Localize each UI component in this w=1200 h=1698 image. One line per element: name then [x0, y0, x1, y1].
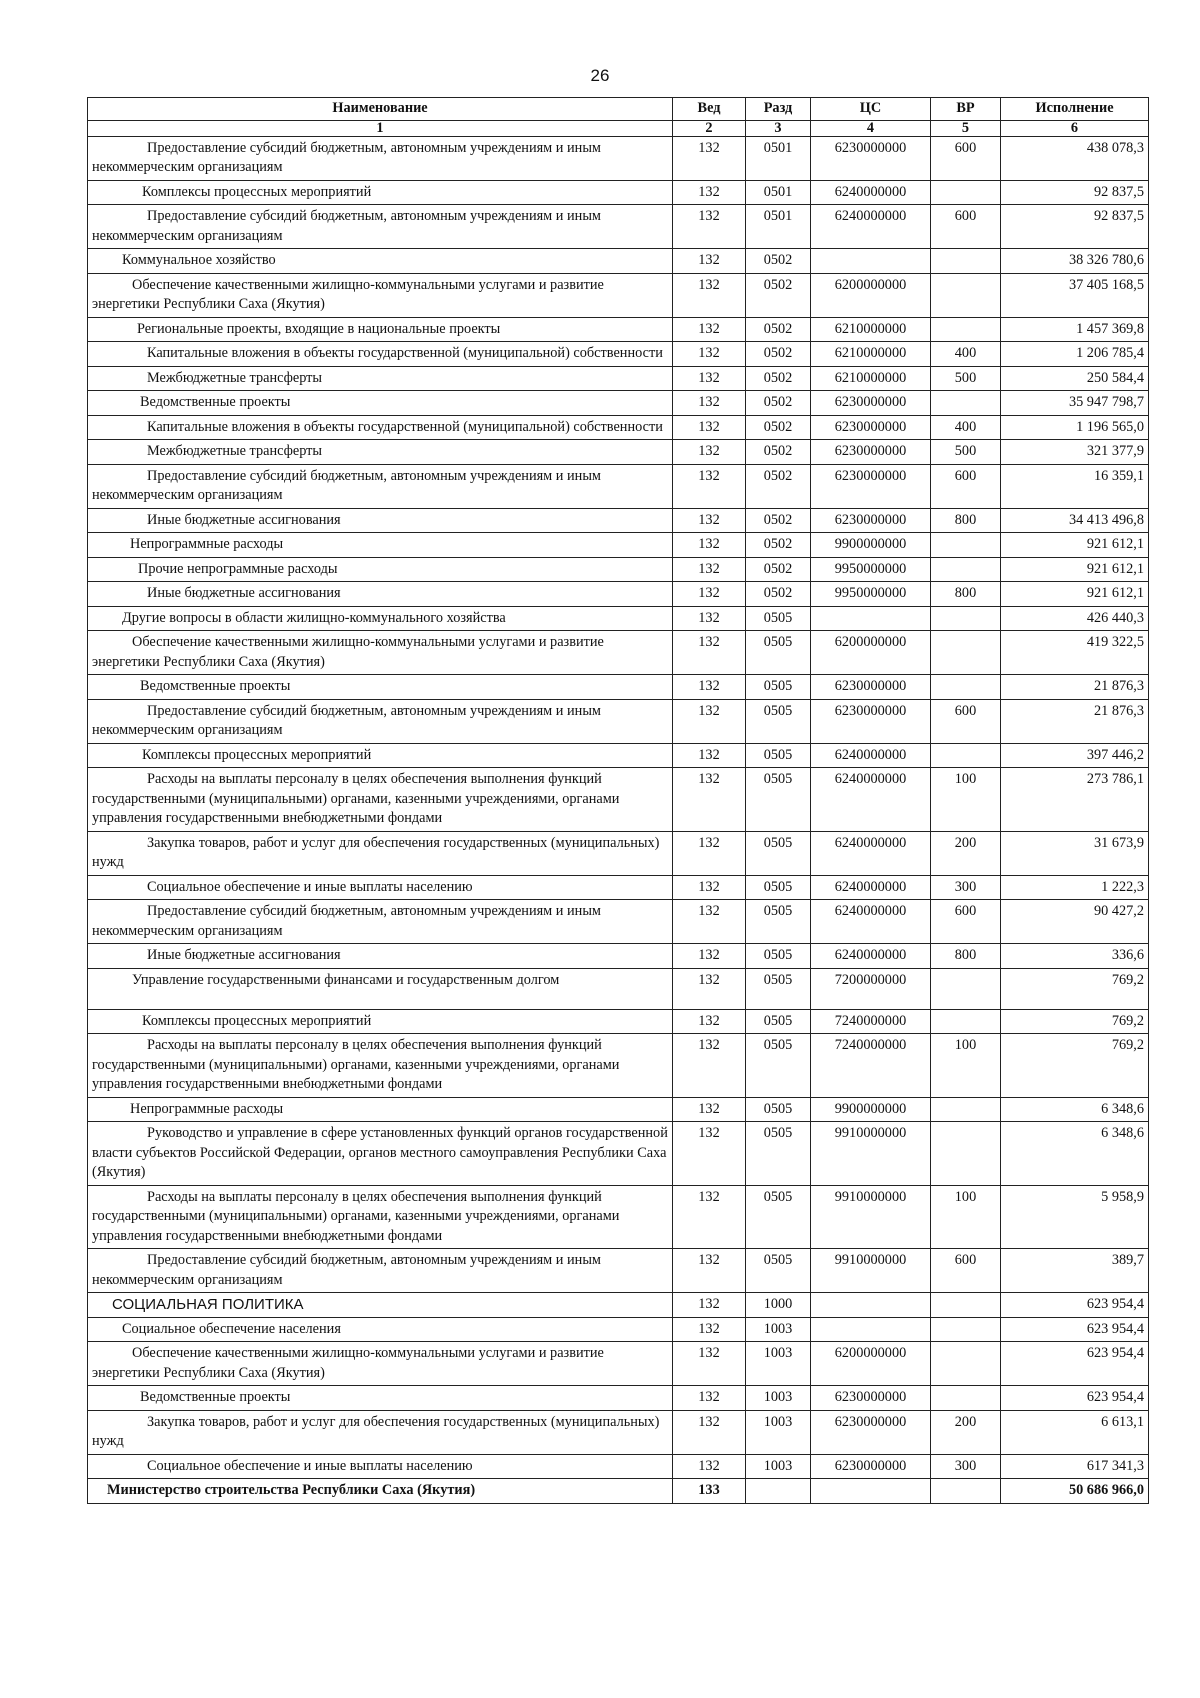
row-razd-cell: 0502	[746, 391, 811, 416]
row-ved-cell: 132	[673, 675, 746, 700]
row-name-cell: Расходы на выплаты персоналу в целях обеспечения выполнения функций государственными (муниципальными) органами, казенными учреждениями, органами управления государственными внебюджетными фондами	[88, 1034, 673, 1098]
row-amount-cell: 397 446,2	[1001, 743, 1149, 768]
column-number: 6	[1001, 120, 1149, 136]
row-amount-cell: 1 457 369,8	[1001, 317, 1149, 342]
row-amount-cell: 21 876,3	[1001, 699, 1149, 743]
row-razd-cell: 1003	[746, 1410, 811, 1454]
row-amount-cell: 426 440,3	[1001, 606, 1149, 631]
row-name-cell: Прочие непрограммные расходы	[88, 557, 673, 582]
row-cs-cell: 6230000000	[811, 464, 931, 508]
row-amount-cell: 623 954,4	[1001, 1293, 1149, 1318]
row-razd-cell: 0502	[746, 366, 811, 391]
row-ved-cell: 132	[673, 743, 746, 768]
table-row	[88, 582, 1149, 607]
row-razd-cell	[746, 1479, 811, 1504]
row-name-cell: Ведомственные проекты	[88, 1386, 673, 1411]
table-row	[88, 366, 1149, 391]
header-execution: Исполнение	[1001, 98, 1149, 121]
row-name-cell: Расходы на выплаты персоналу в целях обеспечения выполнения функций государственными (муниципальными) органами, казенными учреждениями, органами управления государственными внебюджетными фондами	[88, 768, 673, 832]
header-name: Наименование	[88, 98, 673, 121]
row-name-cell: Социальное обеспечение населения	[88, 1317, 673, 1342]
row-name-cell: Коммунальное хозяйство	[88, 249, 673, 274]
row-amount-cell: 623 954,4	[1001, 1342, 1149, 1386]
row-ved-cell: 132	[673, 1185, 746, 1249]
row-amount-cell: 92 837,5	[1001, 205, 1149, 249]
header-vr: ВР	[931, 98, 1001, 121]
row-cs-cell: 6240000000	[811, 180, 931, 205]
row-cs-cell: 9910000000	[811, 1249, 931, 1293]
row-amount-cell: 92 837,5	[1001, 180, 1149, 205]
table-row	[88, 699, 1149, 743]
row-ved-cell: 132	[673, 944, 746, 969]
table-row	[88, 205, 1149, 249]
row-razd-cell: 0505	[746, 606, 811, 631]
row-vr-cell	[931, 1386, 1001, 1411]
row-cs-cell: 6240000000	[811, 831, 931, 875]
row-ved-cell: 132	[673, 415, 746, 440]
row-name-cell: Межбюджетные трансферты	[88, 440, 673, 465]
table-body	[88, 136, 1149, 1503]
row-name-cell: Иные бюджетные ассигнования	[88, 582, 673, 607]
table-row	[88, 136, 1149, 180]
row-ved-cell: 132	[673, 1249, 746, 1293]
row-vr-cell: 600	[931, 136, 1001, 180]
row-name-cell: Капитальные вложения в объекты государственной (муниципальной) собственности	[88, 342, 673, 367]
row-name-cell: Другие вопросы в области жилищно-коммунального хозяйства	[88, 606, 673, 631]
row-amount-cell: 6 613,1	[1001, 1410, 1149, 1454]
row-cs-cell: 6230000000	[811, 1454, 931, 1479]
row-cs-cell	[811, 249, 931, 274]
row-name-cell: Закупка товаров, работ и услуг для обеспечения государственных (муниципальных) нужд	[88, 831, 673, 875]
row-cs-cell: 6240000000	[811, 743, 931, 768]
row-name-cell: Иные бюджетные ассигнования	[88, 508, 673, 533]
table-row	[88, 606, 1149, 631]
table-row	[88, 968, 1149, 1009]
row-vr-cell: 300	[931, 875, 1001, 900]
row-cs-cell: 6210000000	[811, 342, 931, 367]
header-razd: Разд	[746, 98, 811, 121]
table-header-row	[88, 98, 1149, 121]
row-cs-cell	[811, 606, 931, 631]
row-amount-cell: 389,7	[1001, 1249, 1149, 1293]
row-vr-cell: 100	[931, 768, 1001, 832]
table-row	[88, 743, 1149, 768]
table-row	[88, 1386, 1149, 1411]
table-row	[88, 391, 1149, 416]
row-amount-cell: 21 876,3	[1001, 675, 1149, 700]
row-amount-cell: 921 612,1	[1001, 557, 1149, 582]
row-vr-cell	[931, 1097, 1001, 1122]
row-ved-cell: 132	[673, 631, 746, 675]
row-ved-cell: 132	[673, 968, 746, 1009]
row-razd-cell: 0501	[746, 205, 811, 249]
row-vr-cell: 100	[931, 1034, 1001, 1098]
row-razd-cell: 0505	[746, 1097, 811, 1122]
table-row	[88, 464, 1149, 508]
row-vr-cell: 600	[931, 900, 1001, 944]
row-ved-cell: 132	[673, 366, 746, 391]
row-name-cell: Комплексы процессных мероприятий	[88, 743, 673, 768]
row-vr-cell	[931, 249, 1001, 274]
table-row	[88, 273, 1149, 317]
row-vr-cell	[931, 533, 1001, 558]
row-ved-cell: 132	[673, 768, 746, 832]
row-name-cell: Ведомственные проекты	[88, 675, 673, 700]
table-row	[88, 1249, 1149, 1293]
row-name-cell: Социальное обеспечение и иные выплаты населению	[88, 1454, 673, 1479]
row-cs-cell	[811, 1293, 931, 1318]
row-razd-cell: 0505	[746, 699, 811, 743]
table-row	[88, 1097, 1149, 1122]
row-cs-cell: 6230000000	[811, 1386, 931, 1411]
row-cs-cell: 9950000000	[811, 557, 931, 582]
row-cs-cell: 9900000000	[811, 533, 931, 558]
row-cs-cell: 6210000000	[811, 366, 931, 391]
row-ved-cell: 132	[673, 273, 746, 317]
row-name-cell: Комплексы процессных мероприятий	[88, 1009, 673, 1034]
row-razd-cell: 0502	[746, 440, 811, 465]
row-vr-cell: 400	[931, 415, 1001, 440]
row-ved-cell: 132	[673, 1009, 746, 1034]
row-name-cell: Предоставление субсидий бюджетным, автономным учреждениям и иным некоммерческим организациям	[88, 464, 673, 508]
row-ved-cell: 132	[673, 606, 746, 631]
row-ved-cell: 132	[673, 342, 746, 367]
row-razd-cell: 0505	[746, 1009, 811, 1034]
table-row	[88, 1317, 1149, 1342]
row-ved-cell: 132	[673, 440, 746, 465]
row-ved-cell: 132	[673, 1410, 746, 1454]
row-razd-cell: 0505	[746, 1034, 811, 1098]
row-name-cell: Социальное обеспечение и иные выплаты населению	[88, 875, 673, 900]
row-amount-cell: 769,2	[1001, 968, 1149, 1009]
row-amount-cell: 35 947 798,7	[1001, 391, 1149, 416]
row-vr-cell: 800	[931, 944, 1001, 969]
row-amount-cell: 31 673,9	[1001, 831, 1149, 875]
row-amount-cell: 6 348,6	[1001, 1097, 1149, 1122]
row-razd-cell: 1003	[746, 1386, 811, 1411]
row-cs-cell: 6230000000	[811, 415, 931, 440]
table-row	[88, 1185, 1149, 1249]
row-razd-cell: 0501	[746, 180, 811, 205]
row-amount-cell: 1 206 785,4	[1001, 342, 1149, 367]
row-cs-cell: 6240000000	[811, 875, 931, 900]
row-cs-cell: 6200000000	[811, 631, 931, 675]
row-razd-cell: 0505	[746, 1249, 811, 1293]
row-amount-cell: 50 686 966,0	[1001, 1479, 1149, 1504]
row-amount-cell: 37 405 168,5	[1001, 273, 1149, 317]
table-row	[88, 180, 1149, 205]
row-name-cell: Предоставление субсидий бюджетным, автономным учреждениям и иным некоммерческим организациям	[88, 205, 673, 249]
row-amount-cell: 769,2	[1001, 1034, 1149, 1098]
row-cs-cell: 6230000000	[811, 1410, 931, 1454]
row-razd-cell: 0505	[746, 743, 811, 768]
row-cs-cell: 6230000000	[811, 675, 931, 700]
row-vr-cell: 200	[931, 831, 1001, 875]
row-razd-cell: 0502	[746, 273, 811, 317]
table-row	[88, 342, 1149, 367]
header-ved: Вед	[673, 98, 746, 121]
row-razd-cell: 0505	[746, 1185, 811, 1249]
table-row	[88, 831, 1149, 875]
row-razd-cell: 0505	[746, 1122, 811, 1186]
row-amount-cell: 5 958,9	[1001, 1185, 1149, 1249]
row-razd-cell: 1003	[746, 1454, 811, 1479]
column-number: 2	[673, 120, 746, 136]
row-cs-cell	[811, 1479, 931, 1504]
row-amount-cell: 34 413 496,8	[1001, 508, 1149, 533]
row-cs-cell: 6240000000	[811, 205, 931, 249]
table-row	[88, 508, 1149, 533]
row-amount-cell: 419 322,5	[1001, 631, 1149, 675]
row-vr-cell	[931, 1122, 1001, 1186]
row-cs-cell	[811, 1317, 931, 1342]
row-name-cell: Ведомственные проекты	[88, 391, 673, 416]
row-ved-cell: 132	[673, 557, 746, 582]
row-vr-cell	[931, 631, 1001, 675]
row-vr-cell: 800	[931, 582, 1001, 607]
row-vr-cell: 500	[931, 440, 1001, 465]
row-razd-cell: 1003	[746, 1317, 811, 1342]
row-vr-cell	[931, 317, 1001, 342]
row-ved-cell: 132	[673, 136, 746, 180]
table-row	[88, 1454, 1149, 1479]
row-cs-cell: 6230000000	[811, 391, 931, 416]
row-name-cell: Непрограммные расходы	[88, 533, 673, 558]
row-vr-cell	[931, 1479, 1001, 1504]
row-razd-cell: 0505	[746, 768, 811, 832]
row-vr-cell	[931, 675, 1001, 700]
row-razd-cell: 0505	[746, 631, 811, 675]
row-cs-cell: 6230000000	[811, 699, 931, 743]
row-cs-cell: 6230000000	[811, 136, 931, 180]
row-name-cell: Капитальные вложения в объекты государственной (муниципальной) собственности	[88, 415, 673, 440]
row-ved-cell: 132	[673, 1317, 746, 1342]
row-vr-cell	[931, 968, 1001, 1009]
row-cs-cell: 9910000000	[811, 1185, 931, 1249]
table-row	[88, 768, 1149, 832]
table-row	[88, 875, 1149, 900]
row-amount-cell: 921 612,1	[1001, 582, 1149, 607]
row-amount-cell: 90 427,2	[1001, 900, 1149, 944]
row-vr-cell	[931, 606, 1001, 631]
table-row	[88, 944, 1149, 969]
row-ved-cell: 132	[673, 180, 746, 205]
row-vr-cell	[931, 180, 1001, 205]
row-name-cell: Предоставление субсидий бюджетным, автономным учреждениям и иным некоммерческим организациям	[88, 1249, 673, 1293]
row-vr-cell: 400	[931, 342, 1001, 367]
row-razd-cell: 0502	[746, 342, 811, 367]
table-row	[88, 675, 1149, 700]
row-razd-cell: 0505	[746, 968, 811, 1009]
row-cs-cell: 6240000000	[811, 900, 931, 944]
table-row	[88, 1293, 1149, 1318]
row-amount-cell: 623 954,4	[1001, 1317, 1149, 1342]
row-amount-cell: 250 584,4	[1001, 366, 1149, 391]
row-amount-cell: 623 954,4	[1001, 1386, 1149, 1411]
row-amount-cell: 38 326 780,6	[1001, 249, 1149, 274]
row-cs-cell: 9900000000	[811, 1097, 931, 1122]
row-razd-cell: 0502	[746, 582, 811, 607]
budget-execution-table	[87, 97, 1149, 1504]
row-ved-cell: 132	[673, 900, 746, 944]
row-cs-cell: 6230000000	[811, 508, 931, 533]
row-cs-cell: 9910000000	[811, 1122, 931, 1186]
table-row	[88, 415, 1149, 440]
row-ved-cell: 132	[673, 508, 746, 533]
row-ved-cell: 132	[673, 1122, 746, 1186]
row-ved-cell: 132	[673, 1034, 746, 1098]
table-row	[88, 631, 1149, 675]
row-vr-cell	[931, 1293, 1001, 1318]
row-ved-cell: 132	[673, 391, 746, 416]
table-row	[88, 1034, 1149, 1098]
table-row	[88, 440, 1149, 465]
row-cs-cell: 6210000000	[811, 317, 931, 342]
row-name-cell: Обеспечение качественными жилищно-коммунальными услугами и развитие энергетики Республики Саха (Якутия)	[88, 273, 673, 317]
row-ved-cell: 132	[673, 1386, 746, 1411]
row-cs-cell: 6200000000	[811, 1342, 931, 1386]
row-razd-cell: 0505	[746, 875, 811, 900]
row-cs-cell: 6230000000	[811, 440, 931, 465]
row-vr-cell: 800	[931, 508, 1001, 533]
row-vr-cell: 600	[931, 464, 1001, 508]
table-row	[88, 1342, 1149, 1386]
row-amount-cell: 438 078,3	[1001, 136, 1149, 180]
row-amount-cell: 16 359,1	[1001, 464, 1149, 508]
row-razd-cell: 0502	[746, 533, 811, 558]
row-razd-cell: 0505	[746, 900, 811, 944]
row-ved-cell: 132	[673, 831, 746, 875]
row-name-cell: Предоставление субсидий бюджетным, автономным учреждениям и иным некоммерческим организациям	[88, 900, 673, 944]
row-cs-cell: 7200000000	[811, 968, 931, 1009]
table-row	[88, 533, 1149, 558]
row-name-cell: Региональные проекты, входящие в национальные проекты	[88, 317, 673, 342]
table-row	[88, 249, 1149, 274]
row-ved-cell: 132	[673, 699, 746, 743]
row-amount-cell: 1 222,3	[1001, 875, 1149, 900]
row-vr-cell: 600	[931, 699, 1001, 743]
row-cs-cell: 7240000000	[811, 1034, 931, 1098]
row-razd-cell: 0505	[746, 944, 811, 969]
row-name-cell: Непрограммные расходы	[88, 1097, 673, 1122]
table-row	[88, 557, 1149, 582]
row-razd-cell: 0502	[746, 464, 811, 508]
row-razd-cell: 1000	[746, 1293, 811, 1318]
column-number: 5	[931, 120, 1001, 136]
row-razd-cell: 0502	[746, 557, 811, 582]
table-row	[88, 1410, 1149, 1454]
row-vr-cell	[931, 273, 1001, 317]
row-name-cell: Управление государственными финансами и государственным долгом	[88, 968, 673, 1009]
row-razd-cell: 1003	[746, 1342, 811, 1386]
row-name-cell: Комплексы процессных мероприятий	[88, 180, 673, 205]
row-ved-cell: 132	[673, 1293, 746, 1318]
row-vr-cell	[931, 391, 1001, 416]
row-name-cell: Руководство и управление в сфере установленных функций органов государственной власти субъектов Российской Федерации, органов местного самоуправления Республики Саха (Якутия)	[88, 1122, 673, 1186]
row-vr-cell	[931, 557, 1001, 582]
row-razd-cell: 0502	[746, 249, 811, 274]
row-ved-cell: 132	[673, 317, 746, 342]
row-amount-cell: 273 786,1	[1001, 768, 1149, 832]
row-name-cell: Иные бюджетные ассигнования	[88, 944, 673, 969]
row-cs-cell: 9950000000	[811, 582, 931, 607]
row-cs-cell: 6200000000	[811, 273, 931, 317]
table-row	[88, 1009, 1149, 1034]
row-cs-cell: 6240000000	[811, 944, 931, 969]
row-ved-cell: 132	[673, 1342, 746, 1386]
page-number: 26	[590, 66, 610, 85]
row-vr-cell: 100	[931, 1185, 1001, 1249]
row-name-cell: Межбюджетные трансферты	[88, 366, 673, 391]
row-amount-cell: 769,2	[1001, 1009, 1149, 1034]
column-number: 3	[746, 120, 811, 136]
row-razd-cell: 0505	[746, 675, 811, 700]
row-amount-cell: 6 348,6	[1001, 1122, 1149, 1186]
column-number: 1	[88, 120, 673, 136]
row-vr-cell	[931, 743, 1001, 768]
row-vr-cell	[931, 1009, 1001, 1034]
row-ved-cell: 132	[673, 875, 746, 900]
row-name-cell: Обеспечение качественными жилищно-коммунальными услугами и развитие энергетики Республики Саха (Якутия)	[88, 1342, 673, 1386]
table-row	[88, 317, 1149, 342]
column-number-row	[88, 120, 1149, 136]
row-name-cell: Предоставление субсидий бюджетным, автономным учреждениям и иным некоммерческим организациям	[88, 699, 673, 743]
row-ved-cell: 133	[673, 1479, 746, 1504]
row-razd-cell: 0501	[746, 136, 811, 180]
row-ved-cell: 132	[673, 582, 746, 607]
row-amount-cell: 336,6	[1001, 944, 1149, 969]
row-vr-cell	[931, 1317, 1001, 1342]
row-ved-cell: 132	[673, 1097, 746, 1122]
row-cs-cell: 6240000000	[811, 768, 931, 832]
row-amount-cell: 921 612,1	[1001, 533, 1149, 558]
table-row	[88, 900, 1149, 944]
row-name-cell: Предоставление субсидий бюджетным, автономным учреждениям и иным некоммерческим организациям	[88, 136, 673, 180]
row-ved-cell: 132	[673, 205, 746, 249]
row-ved-cell: 132	[673, 533, 746, 558]
row-amount-cell: 1 196 565,0	[1001, 415, 1149, 440]
table-row	[88, 1479, 1149, 1504]
row-vr-cell: 600	[931, 205, 1001, 249]
row-razd-cell: 0502	[746, 508, 811, 533]
row-name-cell: СОЦИАЛЬНАЯ ПОЛИТИКА	[88, 1293, 673, 1318]
row-razd-cell: 0502	[746, 317, 811, 342]
row-vr-cell	[931, 1342, 1001, 1386]
row-name-cell: Закупка товаров, работ и услуг для обеспечения государственных (муниципальных) нужд	[88, 1410, 673, 1454]
row-vr-cell: 500	[931, 366, 1001, 391]
row-name-cell: Министерство строительства Республики Саха (Якутия)	[88, 1479, 673, 1504]
row-vr-cell: 200	[931, 1410, 1001, 1454]
row-amount-cell: 617 341,3	[1001, 1454, 1149, 1479]
row-cs-cell: 7240000000	[811, 1009, 931, 1034]
row-ved-cell: 132	[673, 249, 746, 274]
row-amount-cell: 321 377,9	[1001, 440, 1149, 465]
row-vr-cell: 600	[931, 1249, 1001, 1293]
table-row	[88, 1122, 1149, 1186]
row-name-cell: Обеспечение качественными жилищно-коммунальными услугами и развитие энергетики Республики Саха (Якутия)	[88, 631, 673, 675]
row-razd-cell: 0505	[746, 831, 811, 875]
row-razd-cell: 0502	[746, 415, 811, 440]
column-number: 4	[811, 120, 931, 136]
row-vr-cell: 300	[931, 1454, 1001, 1479]
header-cs: ЦС	[811, 98, 931, 121]
row-name-cell: Расходы на выплаты персоналу в целях обеспечения выполнения функций государственными (муниципальными) органами, казенными учреждениями, органами управления государственными внебюджетными фондами	[88, 1185, 673, 1249]
row-ved-cell: 132	[673, 464, 746, 508]
row-ved-cell: 132	[673, 1454, 746, 1479]
